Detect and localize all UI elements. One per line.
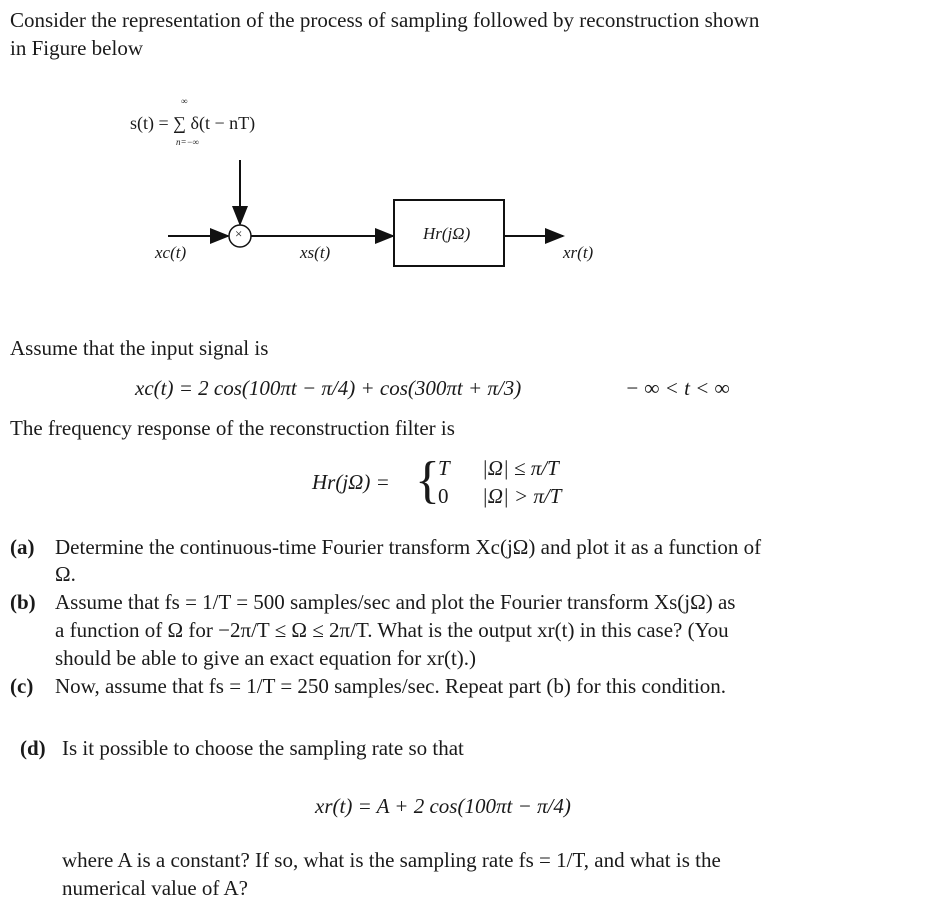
case1-condition: |Ω| ≤ π/T [482,456,559,480]
part-d-line: where A is a constant? If so, what is the sampling rate fs = 1/T, and what is the [62,848,721,872]
input-equation: xc(t) = 2 cos(100πt − π/4) + cos(300πt + π/3) [135,376,522,400]
part-c-line: Now, assume that fs = 1/T = 250 samples/sec. Repeat part (b) for this condition. [55,674,727,698]
sampled-label: xs(t) [300,243,331,262]
part-d-line: numerical value of A? [62,876,249,900]
part-a-line: Ω. [55,562,76,586]
input-label: xc(t) [155,243,187,262]
part-b-line: a function of Ω for −2π/T ≤ Ω ≤ 2π/T. What is the output xr(t) in this case? (You [55,618,729,642]
sampling-signal-label: s(t) = ∑ δ(t − nT) [130,113,256,133]
intro-line-2: in Figure below [10,36,143,60]
document-page: Consider the representation of the process of sampling followed by reconstruction shown in Figure below s(t) = ∑ δ(t − nT) ∞ n=−∞ × xc(t) xs(t) Hr(jΩ) xr(t) Assume that the input signal is xc(t) = 2 cos(100πt − π/4) + cos(300πt + π/3) − ∞ < t < ∞ The frequency response of the reconstruction filter is Hr(jΩ) = { T |Ω| ≤ π/T 0 |Ω| > π/T (a) Determine the continuous-time Fourier transform Xc(jΩ) and plot it as a function of Ω. (b) Assume that fs = 1/T = 500 samples/sec and plot the Fourier transform Xs(jΩ) as a function of Ω for −2π/T ≤ Ω ≤ 2π/T. What is the output xr(t) in this case? (You should be able to give an exact equation for xr(t).) (c) Now, assume that fs = 1/T = 250 samples/sec. Repeat part (b) for this condition. (d) Is it possible to choose the sampling rate so that xr(t) = A + 2 cos(100πt − π/4) where A is a constant? If so, what is the sampling rate fs = 1/T, and what is the numerical value of A? [0,0,936,916]
sum-upper-limit: ∞ [181,96,188,106]
part-b-line: Assume that fs = 1/T = 500 samples/sec and plot the Fourier transform Xs(jΩ) as [55,590,736,614]
filter-eq-lhs: Hr(jΩ) = [312,470,390,494]
part-d-line: Is it possible to choose the sampling rate so that [62,736,464,760]
multiply-icon: × [235,226,243,241]
output-label: xr(t) [563,243,594,262]
diagram-lines [0,0,936,300]
input-range: − ∞ < t < ∞ [625,376,730,400]
intro-line-1: Consider the representation of the process of sampling followed by reconstruction shown [10,8,760,32]
filter-label: Hr(jΩ) [423,224,471,243]
filter-intro-text: The frequency response of the reconstruction filter is [10,416,455,440]
part-d-equation: xr(t) = A + 2 cos(100πt − π/4) [315,794,571,818]
sum-lower-limit: n=−∞ [176,137,200,147]
part-c-label: (c) [10,674,34,698]
part-a-line: Determine the continuous-time Fourier transform Xc(jΩ) and plot it as a function of [55,535,762,559]
part-b-line: should be able to give an exact equation for xr(t).) [55,646,477,670]
part-b-label: (b) [10,590,36,614]
case2-condition: |Ω| > π/T [482,484,562,508]
part-a-label: (a) [10,535,35,559]
part-d-label: (d) [20,736,46,760]
case2-value: 0 [438,484,449,508]
case1-value: T [438,456,450,480]
assume-input-text: Assume that the input signal is [10,336,269,360]
